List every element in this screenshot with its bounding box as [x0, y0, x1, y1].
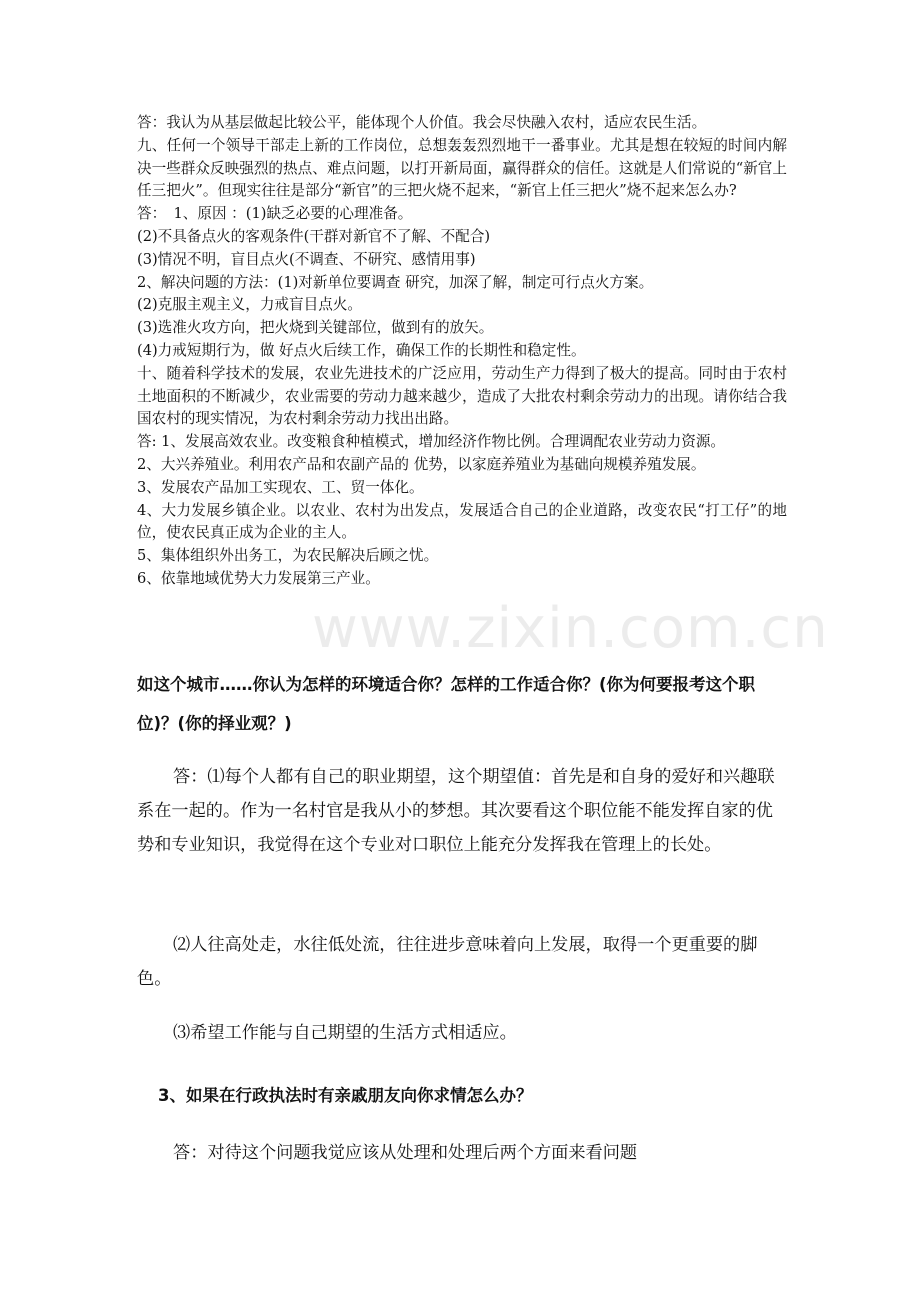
answer-line: 答: 1、发展高效农业。改变粮食种植模式，增加经济作物比例。合理调配农业劳动力资源。 — [137, 433, 726, 451]
answer-paragraph-q3: 答：对待这个问题我觉应该从处理和处理后两个方面来看问题 — [173, 1143, 638, 1163]
answer-line: 2、解决问题的方法：(1)对新单位要调查 研究，加深了解，制定可行点火方案。 — [137, 273, 654, 291]
answer-paragraph-2: ⑵人往高处走，水往低处流，往往进步意味着向上发展，取得一个更重要的脚色。 — [137, 935, 758, 989]
answer-line: (2)克服主观主义，力戒盲目点火。 — [137, 296, 362, 314]
answer-line: (4)力戒短期行为，做 好点火后续工作，确保工作的长期性和稳定性。 — [137, 341, 586, 359]
site-watermark: www.zixin.com.cn — [312, 596, 829, 661]
answer-line: 5、集体组织外出务工，为农民解决后顾之忧。 — [137, 547, 439, 565]
question-10: 十、随着科学技术的发展，农业先进技术的广泛应用，劳动生产力得到了极大的提高。同时由于农村土地面积的不断减少，农业需要的劳动力越来越少，造成了大批农村剩余劳动力的出现。请你结合我国农村的现实情况，为农村剩余劳动力找出出路。 — [137, 364, 787, 428]
answer-line: (3)选准火攻方向，把火烧到关键部位，做到有的放矢。 — [137, 319, 494, 337]
answer-line: 3、发展农产品加工实现农、工、贸一体化。 — [137, 478, 424, 496]
qa-section-1 — [137, 112, 787, 591]
question-9: 九、任何一个领导干部走上新的工作岗位，总想轰轰烈烈地干一番事业。尤其是想在较短的时间内解决一些群众反映强烈的热点、难点问题，以打开新局面，赢得群众的信任。这就是人们常说的“新官上任三把火”。但现实往往是部分“新官”的三把火烧不起来，“新官上任三把火”烧不起来怎么办? — [137, 136, 787, 200]
answer-line-1: 答：我认为从基层做起比较公平，能体现个人价值。我会尽快融入农村，适应农民生活。 — [137, 114, 707, 131]
answer-line-reason: 答： 1、原因 ：(1)缺乏必要的心理准备。 — [137, 205, 413, 223]
answer-paragraph-1: 答：⑴每个人都有自己的职业期望，这个期望值：首先是和自身的爱好和兴趣联系在一起的。作为一名村官是我从小的梦想。其次要看这个职位能不能发挥自家的优势和专业知识，我觉得在这个专业对口职位上能充分发挥我在管理上的长处。 — [137, 767, 775, 855]
answer-line: 4、大力发展乡镇企业。以农业、农村为出发点，发展适合自己的企业道路，改变农民“打工仔”的地位，使农民真正成为企业的主人。 — [137, 501, 787, 542]
answer-line: 6、依靠地域优势大力发展第三产业。 — [137, 569, 380, 587]
answer-line: (3)情况不明，盲目点火(不调查、不研究、感情用事) — [137, 250, 476, 268]
answer-line: (2)不具备点火的客观条件(干群对新官不了解、不配合) — [137, 227, 491, 245]
question-heading-3: 3、如果在行政执法时有亲戚朋友向你求情怎么办？ — [158, 1086, 533, 1105]
question-heading-city: 如这个城市……你认为怎样的环境适合你？怎样的工作适合你？(你为何要报考这个职位)？(你的择业观？) — [137, 675, 756, 733]
answer-line: 2、大兴养殖业。利用农产品和农副产品的 优势，以家庭养殖业为基础向规模养殖发展。 — [137, 455, 706, 473]
answer-paragraph-3: ⑶希望工作能与自己期望的生活方式相适应。 — [173, 1023, 517, 1043]
